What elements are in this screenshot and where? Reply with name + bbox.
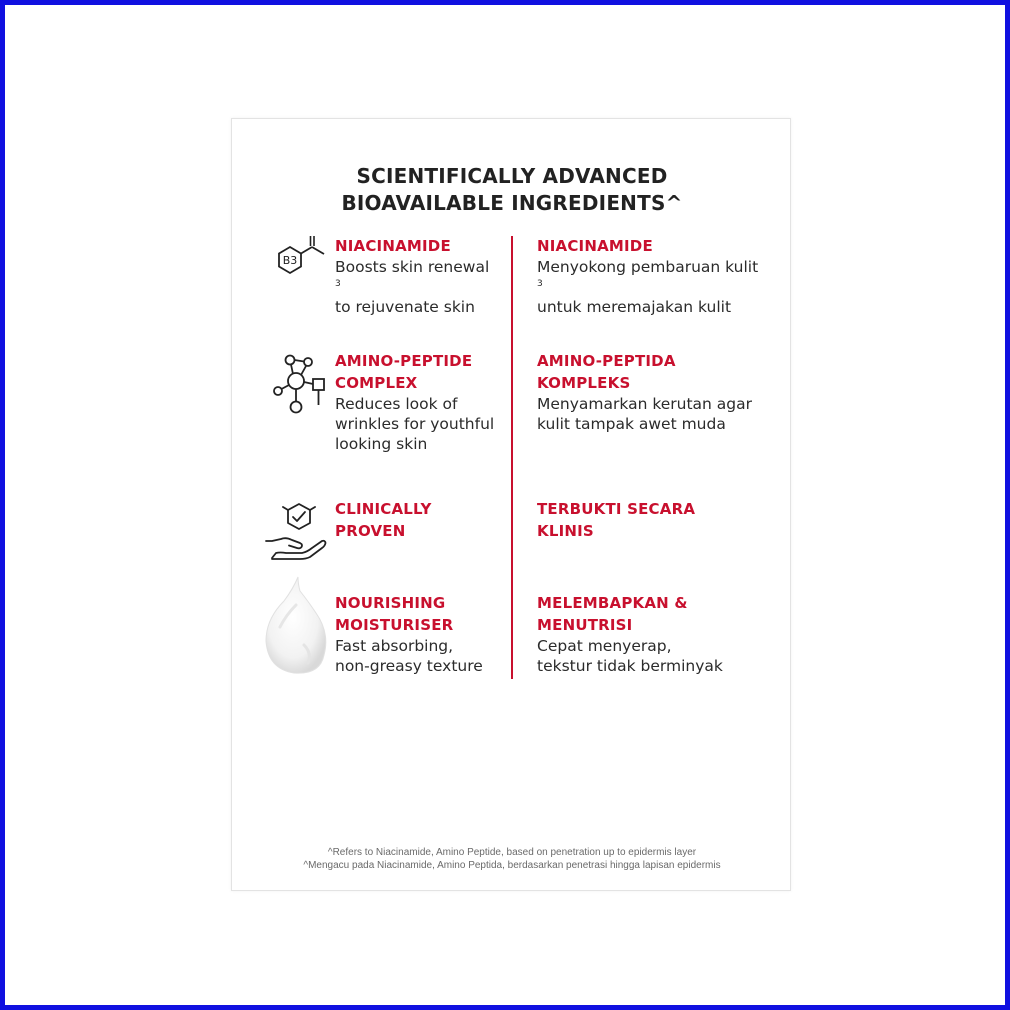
en-moisturiser-desc: Fast absorbing, non-greasy texture — [335, 637, 483, 675]
en-peptide-block — [335, 350, 494, 454]
en-niacinamide-title: NIACINAMIDE — [335, 237, 451, 255]
b3-molecule-icon — [268, 235, 328, 291]
column-divider — [511, 236, 513, 679]
en-moisturiser-block — [335, 592, 483, 676]
id-niacinamide-block — [537, 235, 758, 317]
footnote-line-1: ^Refers to Niacinamide, Amino Peptide, based on penetration up to epidermis layer — [327, 847, 697, 858]
title-line-1: SCIENTIFICALLY ADVANCED — [356, 164, 668, 188]
id-clinical-title: TERBUKTI SECARA KLINIS — [537, 500, 696, 540]
id-clinical-block — [537, 498, 695, 542]
cream-swatch-icon — [260, 575, 332, 677]
en-peptide-desc: Reduces look of wrinkles for youthful looking skin — [335, 395, 495, 453]
id-niacinamide-title: NIACINAMIDE — [537, 237, 653, 255]
en-niacinamide-desc: Boosts skin renewal $^3$ to rejuvenate skin — [335, 258, 490, 316]
id-moisturiser-block — [537, 592, 723, 676]
ingredients-card — [231, 118, 791, 891]
id-peptide-title: AMINO-PEPTIDA KOMPLEKS — [537, 352, 676, 392]
id-peptide-block — [537, 350, 752, 434]
footnote — [232, 846, 792, 872]
id-niacinamide-desc: Menyokong pembaruan kulit $^3$ untuk meremajakan kulit — [537, 258, 759, 316]
en-clinical-title: CLINICALLY PROVEN — [335, 500, 432, 540]
en-moisturiser-title: NOURISHING MOISTURISER — [335, 594, 454, 634]
b3-label: B3 — [282, 254, 298, 267]
title-line-2: BIOAVAILABLE INGREDIENTS^ — [341, 191, 683, 215]
en-clinical-block — [335, 498, 432, 542]
footnote-line-2: ^Mengacu pada Niacinamide, Amino Peptida, berdasarkan penetrasi hingga lapisan epidermis — [303, 860, 721, 871]
id-moisturiser-title: MELEMBAPKAN & MENUTRISI — [537, 594, 688, 634]
peptide-network-icon — [270, 351, 332, 415]
page-title — [232, 163, 792, 217]
hand-shield-check-icon — [264, 499, 330, 563]
id-peptide-desc: Menyamarkan kerutan agar kulit tampak awet muda — [537, 395, 753, 433]
id-moisturiser-desc: Cepat menyerap, tekstur tidak berminyak — [537, 637, 723, 675]
en-niacinamide-block — [335, 235, 489, 317]
en-peptide-title: AMINO-PEPTIDE COMPLEX — [335, 352, 473, 392]
